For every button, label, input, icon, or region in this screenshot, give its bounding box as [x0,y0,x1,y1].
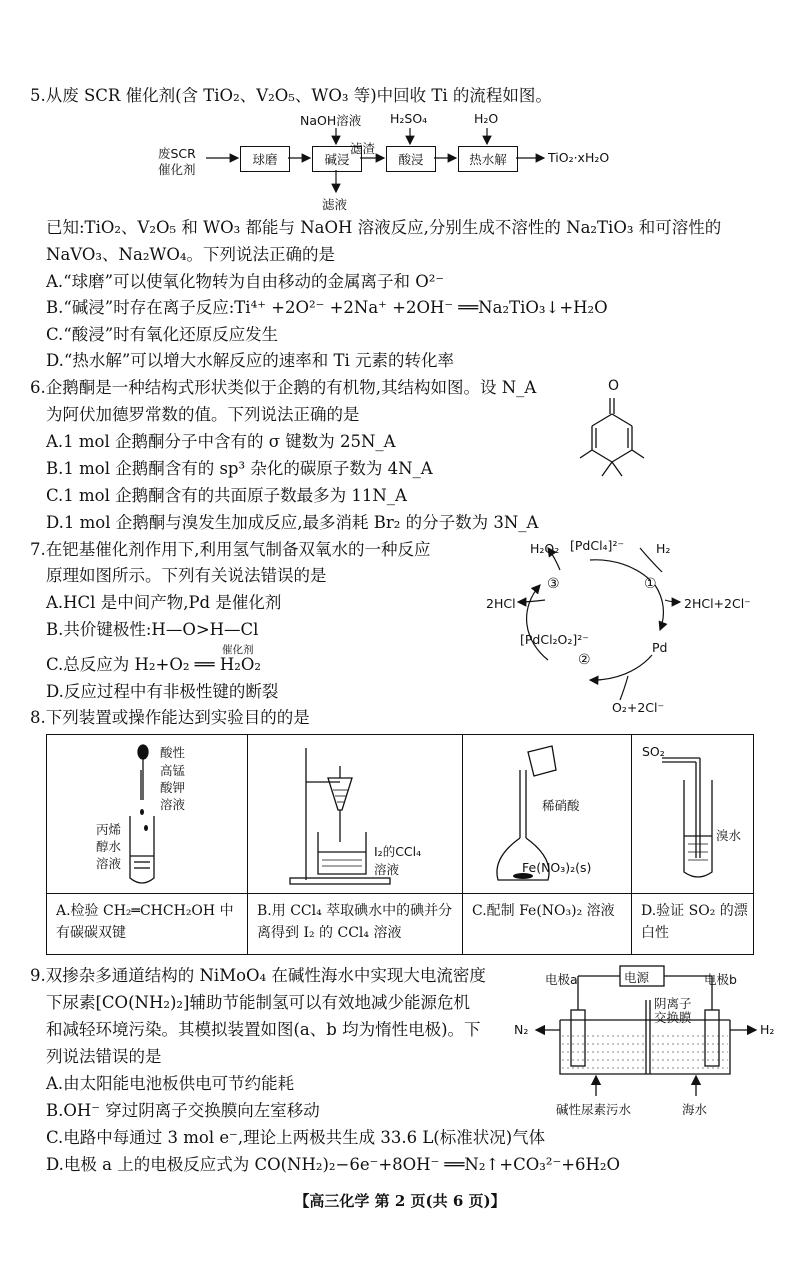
flow-reagent-h2so4: H₂SO₄ [390,111,428,126]
flow-step-ballmill: 球磨 [240,146,290,172]
q8-caption-b: B.用 CCl₄ 萃取碘水中的碘并分离得到 I₂ 的 CCl₄ 溶液 [257,903,453,941]
q8-a-label-7: 溶液 [96,856,122,871]
flow-step-alkali: 碱浸 [312,146,362,172]
q8-b-label-2: 溶液 [374,862,400,877]
q8-stem: 8.下列装置或操作能达到实验目的的是 [30,708,310,727]
flow-residue: 滤渣 [350,141,376,156]
q7-option-d: D.反应过程中有非极性键的断裂 [46,682,279,701]
q6-stem-2: 为阿伏加德罗常数的值。下列说法正确的是 [46,405,360,424]
q8-a-label-4: 溶液 [160,797,186,812]
page-footer: 【高三化学 第 2 页(共 6 页)】 [294,1192,506,1210]
q9-n2-label: N₂ [514,1022,529,1037]
cycle-h2: H₂ [656,541,671,556]
cycle-step-1: ① [644,576,657,592]
q6-stem-1: 6.企鹅酮是一种结构式形状类似于企鹅的有机物,其结构如图。设 N_A [30,378,537,397]
q9-stem-3: 和减轻环境污染。其模拟装置如图(a、b 均为惰性电极)。下 [46,1020,481,1039]
q7-stem-2: 原理如图所示。下列有关说法错误的是 [46,566,327,585]
q7-stem-1: 7.在钯基催化剂作用下,利用氢气制备双氧水的一种反应 [30,540,431,559]
q7-option-a: A.HCl 是中间产物,Pd 是催化剂 [46,593,282,612]
q9-electrode-b-label: 电极b [704,972,737,987]
q8-a-label-6: 醇水 [96,839,122,854]
q9-stem-4: 列说法错误的是 [46,1047,162,1066]
q8-c-label-2: Fe(NO₃)₂(s) [522,860,592,875]
cycle-h2o2: H₂O₂ [530,541,560,556]
q7-option-c: C.总反应为 H₂+O₂ ══ H₂O₂ [46,655,261,674]
q6-option-b: B.1 mol 企鹅酮含有的 sp³ 杂化的碳原子数为 4N_A [46,459,433,478]
flow-source: 废SCR催化剂 [158,146,196,177]
q7-catalyst-label: 催化剂 [222,644,254,656]
q5-stem: 5.从废 SCR 催化剂(含 TiO₂、V₂O₅、WO₃ 等)中回收 Ti 的流程如图。 [30,86,552,105]
flow-step-hydrolysis: 热水解 [458,146,518,172]
q9-option-d: D.电极 a 上的电极反应式为 CO(NH₂)₂−6e⁻+8OH⁻ ══N₂↑+CO₃²⁻+6H₂O [46,1155,621,1174]
q8-a-label-5: 丙烯 [96,822,122,837]
cycle-pd: Pd [652,640,668,655]
q9-electrode-a-label: 电极a [545,972,578,987]
q9-option-a: A.由太阳能电池板供电可节约能耗 [46,1074,295,1093]
q5-known-2: NaVO₃、Na₂WO₄。下列说法正确的是 [46,245,336,264]
cycle-hcl-left: 2HCl [486,596,516,611]
q5-option-d: D.“热水解”可以增大水解反应的速率和 Ti 元素的转化率 [46,351,455,370]
q9-stem-2: 下尿素[CO(NH₂)₂]辅助节能制氢可以有效地减少能源危机 [46,993,470,1012]
cycle-step-3: ③ [547,576,560,592]
cycle-hcl-right: 2HCl+2Cl⁻ [684,596,751,611]
q9-right-inlet-label: 海水 [682,1102,708,1117]
q9-option-c: C.电路中每通过 3 mol e⁻,理论上两极共生成 33.6 L(标准状况)气体 [46,1128,546,1147]
q6-option-a: A.1 mol 企鹅酮分子中含有的 σ 键数为 25N_A [46,432,396,451]
q8-a-label-1: 酸性 [160,745,186,760]
q9-membrane-label-2: 交换膜 [654,1010,692,1025]
q9-membrane-label-1: 阴离子 [654,996,692,1011]
q8-d-label-2: 溴水 [716,828,742,843]
q8-c-label-1: 稀硝酸 [542,798,580,813]
q5-option-b: B.“碱浸”时存在离子反应:Ti⁴⁺ +2O²⁻ +2Na⁺ +2OH⁻ ══Na₂TiO₃↓+H₂O [46,298,608,317]
q8-caption-d: D.验证 SO₂ 的漂白性 [641,903,748,941]
q5-option-a: A.“球磨”可以使氧化物转为自由移动的金属离子和 O²⁻ [46,272,445,291]
q9-option-b: B.OH⁻ 穿过阴离子交换膜向左室移动 [46,1101,320,1120]
flow-step-acid: 酸浸 [386,146,436,172]
q6-option-c: C.1 mol 企鹅酮含有的共面原子数最多为 11N_A [46,486,407,505]
q8-a-label-2: 高锰 [160,763,186,778]
q8-caption-a: A.检验 CH₂═CHCH₂OH 中有碳碳双键 [56,903,234,941]
q9-h2-label: H₂ [760,1022,775,1037]
q5-option-c: C.“酸浸”时有氧化还原反应发生 [46,325,279,344]
q9-stem-1: 9.双掺杂多通道结构的 NiMoO₄ 在碱性海水中实现大电流密度 [30,966,486,985]
penguinone-oxygen-label: O [608,378,620,394]
q9-left-inlet-label: 碱性尿素污水 [556,1102,632,1117]
q9-power-label: 电源 [624,970,650,985]
cycle-pdcl2o2: [PdCl₂O₂]²⁻ [520,632,589,647]
flow-reagent-naoh: NaOH溶液 [300,113,362,128]
q8-d-label-1: SO₂ [642,744,665,759]
flow-product: TiO₂·xH₂O [548,150,610,165]
q8-a-label-3: 酸钾 [160,780,186,795]
q7-option-b: B.共价键极性:H—O>H—Cl [46,620,259,639]
cycle-pdcl4: [PdCl₄]²⁻ [570,538,625,553]
q8-b-label-1: I₂的CCl₄ [374,844,422,859]
q8-caption-c: C.配制 Fe(NO₃)₂ 溶液 [472,903,615,919]
cycle-step-2: ② [578,652,591,668]
q5-known-1: 已知:TiO₂、V₂O₅ 和 WO₃ 都能与 NaOH 溶液反应,分别生成不溶性的 Na₂TiO₃ 和可溶性的 [46,218,722,237]
cycle-o2: O₂+2Cl⁻ [612,700,665,715]
flow-filtrate: 滤液 [322,197,348,212]
q6-option-d: D.1 mol 企鹅酮与溴发生加成反应,最多消耗 Br₂ 的分子数为 3N_A [46,513,539,532]
flow-reagent-h2o: H₂O [474,111,499,126]
